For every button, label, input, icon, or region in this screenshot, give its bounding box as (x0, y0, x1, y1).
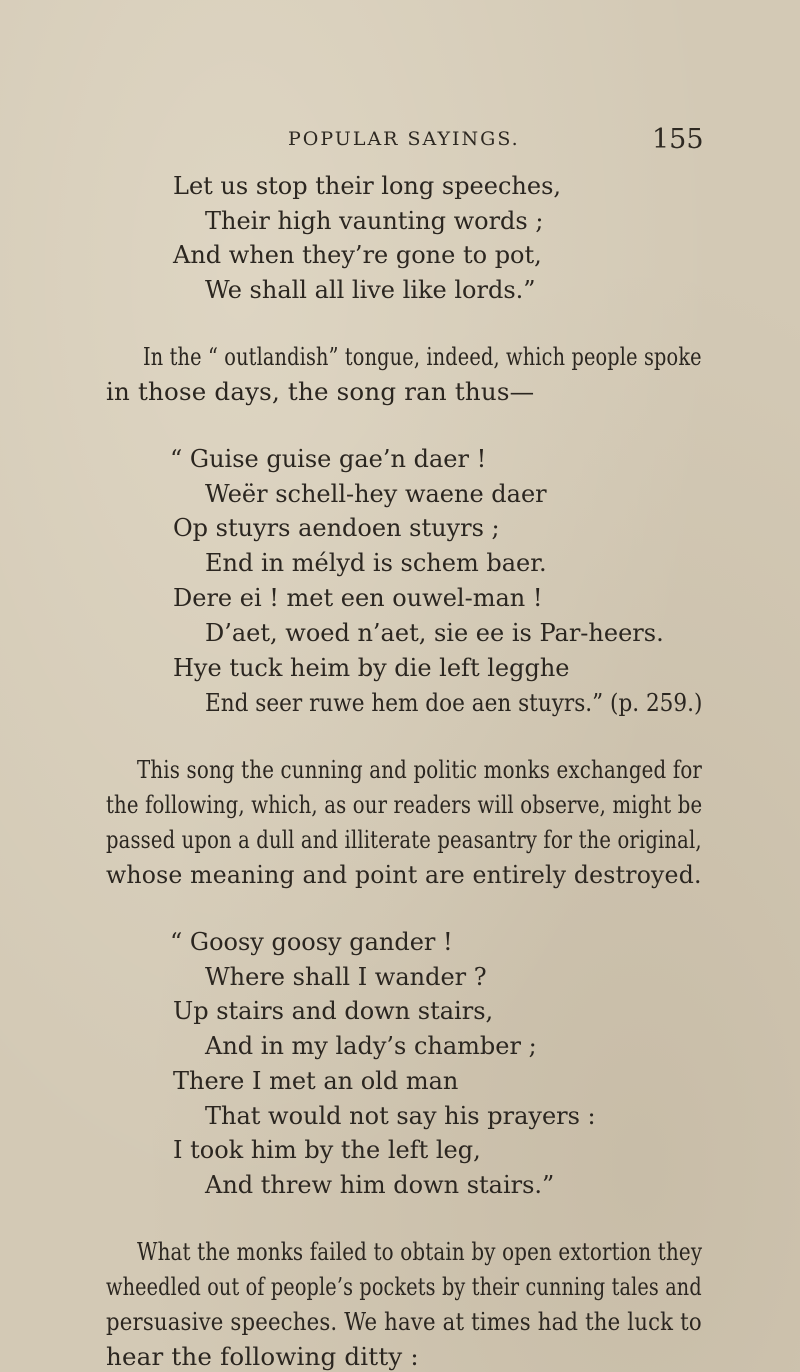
verse-line: There I met an old man (173, 1067, 459, 1095)
verse-line: Where shall I wander ? (205, 963, 487, 991)
verse-line: We shall all live like lords.” (205, 276, 536, 304)
verse-line: I took him by the left leg, (173, 1136, 481, 1164)
verse-line: Weër schell-hey waene daer (205, 480, 547, 508)
verse-line: End in mélyd is schem baer. (205, 549, 547, 577)
paragraph-line: In the “ outlandish” tongue, indeed, which people spoke (143, 342, 702, 371)
paragraph-line: persuasive speeches. We have at times had the luck to (106, 1307, 702, 1336)
verse-line: And when they’re gone to pot, (173, 241, 542, 269)
page-number: 155 (652, 124, 704, 155)
paragraph-line: What the monks failed to obtain by open extortion they (137, 1237, 703, 1266)
verse-line: Their high vaunting words ; (205, 207, 544, 235)
verse-line: “ Guise guise gae’n daer ! (170, 445, 487, 473)
paragraph-line: hear the following ditty : (106, 1342, 419, 1371)
paragraph-line: in those days, the song ran thus— (106, 377, 535, 406)
paragraph-line: whose meaning and point are entirely destroyed. (106, 860, 702, 889)
paragraph-line: the following, which, as our readers will observe, might be (106, 790, 703, 819)
running-title: POPULAR SAYINGS. (288, 128, 520, 150)
verse-line: Hye tuck heim by die left legghe (173, 654, 570, 682)
verse-line: And in my lady’s chamber ; (205, 1032, 537, 1060)
verse-line: Op stuyrs aendoen stuyrs ; (173, 514, 500, 542)
verse-line: And threw him down stairs.” (205, 1171, 555, 1199)
paragraph-line: This song the cunning and politic monks exchanged for (137, 755, 703, 784)
verse-line: End seer ruwe hem doe aen stuyrs.” (p. 259.) (205, 689, 703, 717)
verse-line: That would not say his prayers : (205, 1102, 596, 1130)
paragraph-line: wheedled out of people’s pockets by their cunning tales and (106, 1272, 702, 1301)
verse-line: Up stairs and down stairs, (173, 997, 494, 1025)
verse-line: “ Goosy goosy gander ! (170, 928, 453, 956)
paragraph-line: passed upon a dull and illiterate peasantry for the original, (106, 825, 702, 854)
verse-line: Dere ei ! met een ouwel-man ! (173, 584, 543, 612)
verse-line: D’aet, woed n’aet, sie ee is Par-heers. (205, 619, 664, 647)
verse-line: Let us stop their long speeches, (173, 172, 562, 200)
